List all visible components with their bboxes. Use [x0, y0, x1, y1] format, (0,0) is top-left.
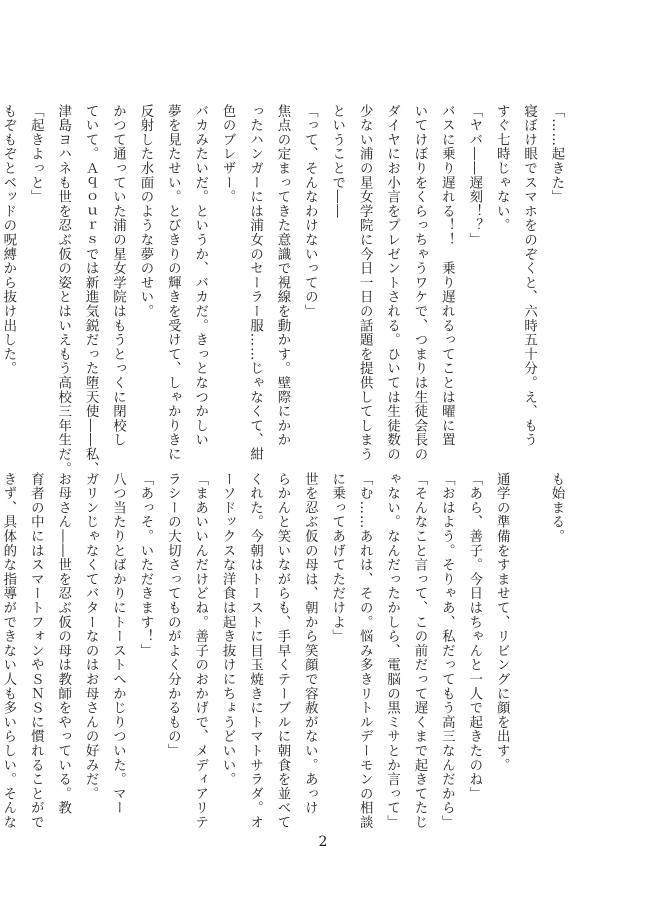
- top-text-line: 「ヤバ――遅刻！？」: [466, 104, 482, 247]
- bottom-text-line: 「まあいいんだけどね。善子のおかげで、メディアリテ: [192, 472, 208, 830]
- top-text-line: バカみたいだ。というか、バカだ。きっとなつかしい: [192, 104, 208, 448]
- top-text-line: ていて。Ａｑｏｕｒｓでは新進気鋭だった堕天使――私、: [83, 104, 99, 476]
- bottom-text-line: 通学の準備をすませて、リビングに顔を出す。: [494, 472, 510, 773]
- bottom-text-line: に乗ってあげてただけよ」: [329, 472, 345, 644]
- bottom-text-line: 世を忍ぶ仮の母は、朝から笑顔で容赦がない。あっけ: [302, 472, 318, 816]
- top-text-line: 色のブレザー。: [220, 104, 236, 205]
- bottom-text-line: 「む……あれは、その。悩み多きリトルデーモンの相談: [357, 472, 373, 830]
- bottom-text-line: も始まる。: [549, 472, 564, 544]
- top-text-line: ダイヤにお小言をプレゼントされる。ひいては生徒数の: [384, 104, 400, 462]
- bottom-text-line: 育者の中にはスマートフォンやＳＮＳに慣れることがで: [28, 472, 44, 830]
- top-text-line: すぐ七時じゃない。: [494, 104, 510, 233]
- top-text-line: 少ない浦の星女学院に今日一日の話題を提供してしまう: [357, 104, 373, 462]
- top-text-line: 夢を見たせい。とびきりの輝きを受けて、しゃかりきに: [165, 104, 181, 462]
- bottom-text-line: 「あら、善子。今日はちゃんと一人で起きたのね」: [466, 472, 482, 801]
- top-text-line: バスに乗り遅れる！！ 乗り遅れるってことは曜に置: [439, 104, 455, 448]
- top-text-line: かつて通っていた浦の星女学院はもうとっくに閉校し: [110, 104, 126, 448]
- text-block-top: [0, 104, 570, 476]
- bottom-text-line: ーソドックスな洋食は起き抜けにちょうどいい。: [220, 472, 236, 787]
- top-text-line: 「起きよっと」: [28, 104, 44, 205]
- bottom-text-line: ガリンじゃなくてバターなのはお母さんの好みだ。: [83, 472, 99, 801]
- bottom-text-line: ラシーの大切さってものがよく分かるもの」: [165, 472, 181, 758]
- bottom-text-line: ゃない。なんだったかしら、電脳の黒ミサとか言って」: [384, 472, 400, 830]
- bottom-text-line: [515, 472, 542, 802]
- top-text-line: もぞもぞとベッドの呪縛から抜け出した。: [0, 104, 16, 376]
- bottom-text-line: くれた。今朝はトーストに目玉焼きにトマトサラダ。オ: [247, 472, 263, 830]
- bottom-text-line: 「そんなこと言って、この前だって遅くまで起きてたじ: [411, 472, 427, 830]
- bottom-text-line: きず、具体的な指導ができない人も多いらしい。そんな: [0, 472, 16, 830]
- page-number: 2: [318, 834, 328, 850]
- text-block-bottom: [0, 472, 570, 830]
- bottom-text-line: 「おはよう。そりゃあ、私だってもう高三なんだから」: [439, 472, 455, 830]
- top-text-line: 津島ヨハネも世を忍ぶ仮の姿とはいえもう高校三年生だ。: [55, 104, 71, 476]
- bottom-text-line: お母さん――世を忍ぶ仮の母は教師をやっている。教: [55, 472, 71, 816]
- top-text-line: 反射した水面のような夢のせい。: [137, 104, 153, 319]
- top-text-line: ったハンガーには浦女のセーラー服……じゃなくて、紺: [247, 104, 263, 462]
- top-text-line: 「……起きた」: [549, 104, 564, 205]
- top-text-line: 寝ぼけ眼でスマホをのぞくと、六時五十分。え、もう: [521, 104, 537, 448]
- bottom-text-line: 八つ当たりとばかりにトーストへかじりついた。マー: [110, 472, 126, 816]
- top-text-line: ということで――: [329, 104, 345, 219]
- bottom-text-line: らかんと笑いながらも、手早くテーブルに朝食を並べて: [274, 472, 290, 830]
- top-text-line: 焦点の定まってきた意識で視線を動かす。壁際にかか: [274, 104, 290, 448]
- bottom-text-line: 「あっそ。いただきます！」: [137, 472, 153, 658]
- top-text-line: 「って、そんなわけないっての」: [302, 104, 318, 319]
- top-text-line: いてけぼりをくらっちゃうワケで、つまりは生徒会長の: [411, 104, 427, 462]
